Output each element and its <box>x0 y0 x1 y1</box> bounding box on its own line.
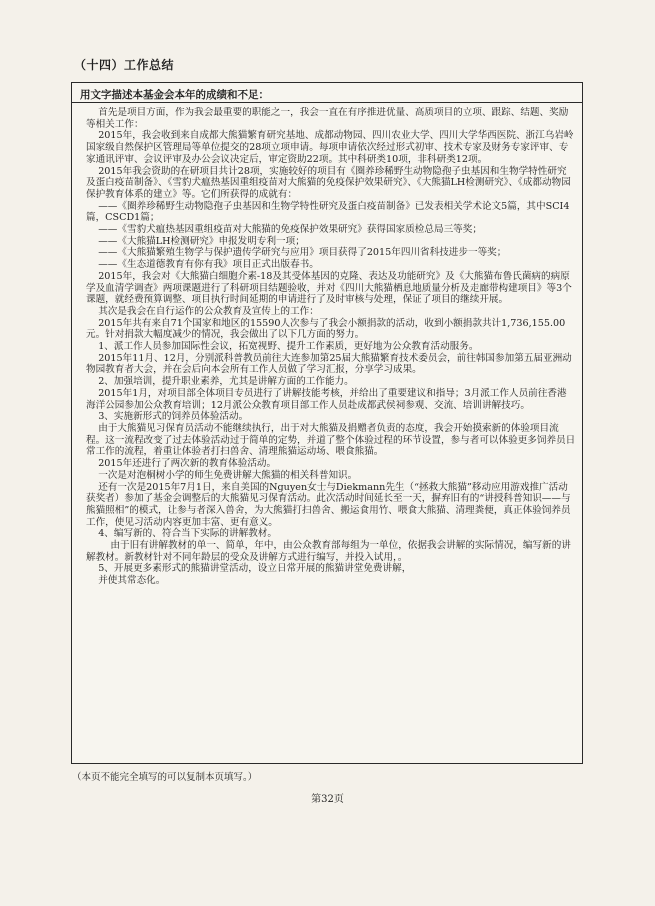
section-title: （十四）工作总结 <box>74 58 175 72</box>
page-number: 第32页 <box>311 794 344 805</box>
summary-box <box>71 82 583 764</box>
summary-body-text: 首先是项目方面，作为我会最重要的职能之一，我会一直在有序推进优量、高质项目的立项、跟踪、结题、奖励等相关工作： 2015年，我会收到来自成都大熊猫繁育研究基地、成都动物园、四川农业大学、四川大学华西医院、浙江乌岩岭国家级自然保护区管理局等单位提交的28项立项申请。每项申请依次经过形式初审、技术专家及财务专家评审、专家通讯评审、会议评审及办公会议决定后，审定资助22项。其中科研类10项，非科研类12项。 2015年我会资助的在研项目共计28项，实施较好的项目有《圈养珍稀野生动物隐孢子虫基因和生物学特性研究及蛋白疫苗制备》、《雪豹犬瘟热基因重组疫苗对大熊猫的免疫保护效果研究》、《大熊猫LH检测研究》、《成都动物园保护教育体系的建立》等。它们所获得的成就有： ——《圈养珍稀野生动物隐孢子虫基因和生物学特性研究及蛋白疫苗制备》已发表相关学术论文5篇，其中SCI4篇，CSCD1篇； ——《雪豹犬瘟热基因重组疫苗对大熊猫的免疫保护效果研究》获得国家质检总局三等奖； ——《大熊猫LH检测研究》申报发明专利一项； ——《大熊猫繁殖生物学与保护遗传学研究与应用》项目获得了2015年四川省科技进步一等奖； ——《生态道德教育有你有我》项目正式出版春书。 2015年，我会对《大熊猫白细胞介素-18及其受体基因的克隆、表达及功能研究》及《大熊猫布鲁氏菌病的病原学及血清学调查》两项课题进行了科研项目结题验收，并对《四川大熊猫栖息地质量分析及走廊带构建项目》等3个课题，就经费预算调整、项目执行时间延期的申请进行了及时审核与处理，保证了项目的继续开展。 其次是我会在自行运作的公众教育及宣传上的工作： 2015年共有来自71个国家和地区的15590人次参与了我会小额捐款的活动，收到小额捐款共计1,736,155.00元。针对捐款大幅度减少的情况，我会做出了以下几方面的努力。 1、派工作人员参加国际性会议，拓宽视野、提升工作素质，更好地为公众教育活动服务。 2015年11月、12月，分别派科普教员前往大连参加第25届大熊猫繁育技术委员会，前往韩国参加第五届亚洲动物园教育者大会，并在会后向本会所有工作人员做了学习汇报，分享学习成果。 2、加强培训，提升职业素养，尤其是讲解方面的工作能力。 2015年1月，对项目部全体项目专员进行了讲解技能考核，并给出了重要建议和指导；3月派工作人员前往香港海洋公园参加公众教育培训；12月派公众教育项目部工作人员赴成都武侯祠参观、交流、培训讲解技巧。 3、实施新形式的饲养员体验活动。 由于大熊猫见习保育员活动不能继续执行，出于对大熊猫及捐赠者负责的态度，我会开始摸索新的体验项目流程。这一流程改变了过去体验活动过于简单的定势，并道了整个体验过程的环节设置，参与者可以体验更多饲养员日常工作的流程，着重让体验者打扫兽舍、清理熊猫运动场、喂食熊猫。 2015年还进行了两次新的教育体验活动。 一次是对泡桐树小学的师生免费讲解大熊猫的相关科普知识。 还有一次是2015年7月1日，来自美国的Nguyen女士与Diekmann先生（“拯救大熊猫”移动应用游戏推广活动获奖者）参加了基金会调整后的大熊猫见习保育活动。此次活动时间延长至一天，摒弃旧有的“讲授科普知识——与熊猫照相”的模式，让参与者深入兽舍，为大熊猫打扫兽舍、搬运食用竹、喂食大熊猫、清理粪便，真正体验饲养员工作，使见习活动内容更加丰富、更有意义。 4、编写新的、符合当下实际的讲解教材。 由于旧有讲解教材的单一、简单，年中，由公众教育部每组为一单位，依据我会讲解的实际情况，编写新的讲解教材。新教材针对不同年龄层的受众及讲解方式进行编写，并投入试用，。 5、开展更多素形式的熊猫讲堂活动，设立日常开展的熊猫讲堂免费讲解， 并使其常态化。 <box>86 107 576 587</box>
footnote: （本页不能完全填写的可以复制本页填写。） <box>72 772 258 783</box>
summary-box-header: 用文字描述本基金会本年的成绩和不足： <box>72 83 582 103</box>
